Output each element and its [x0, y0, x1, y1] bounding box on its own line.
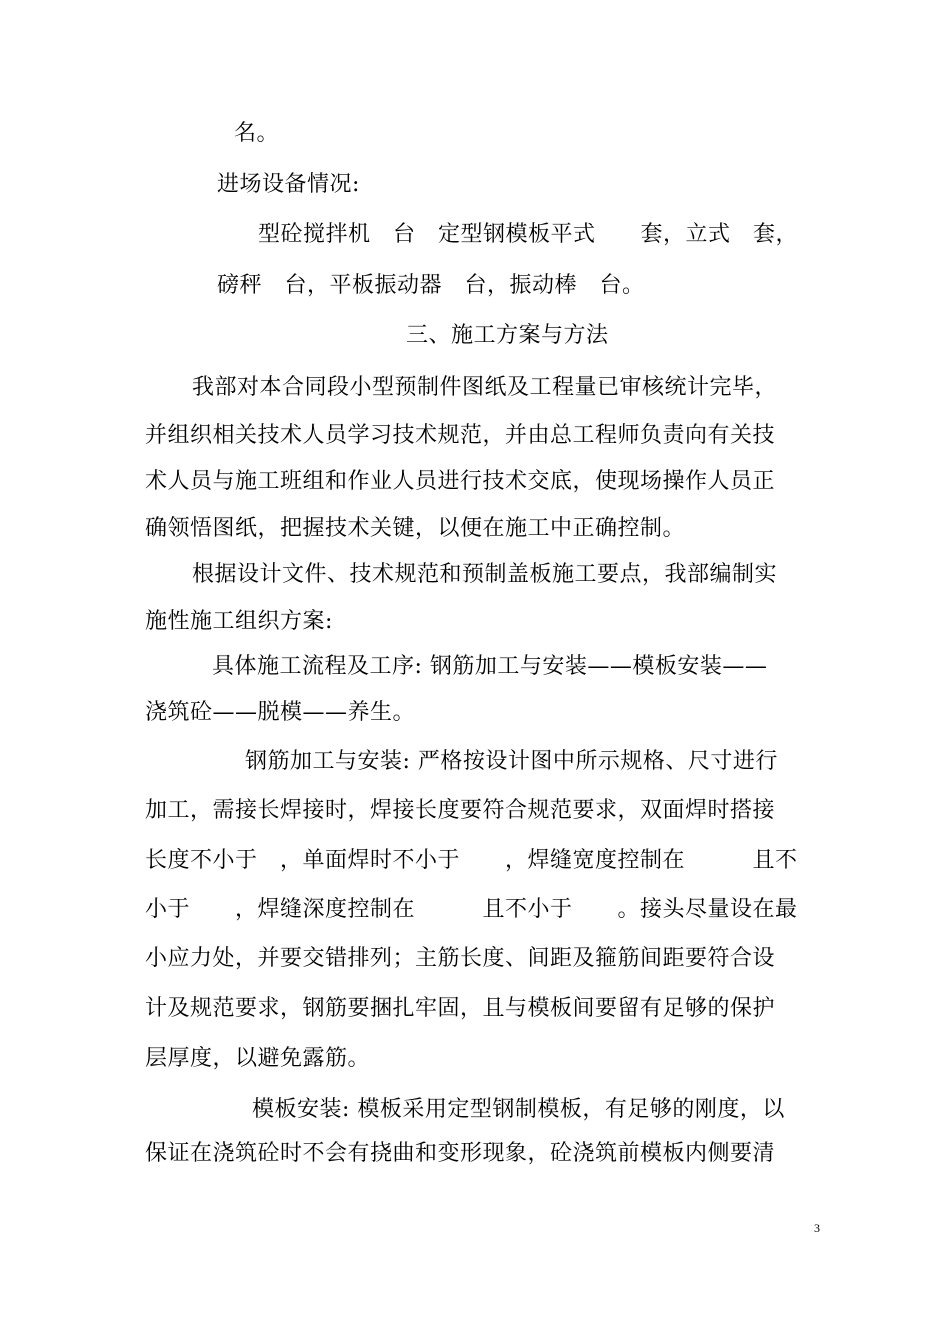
text-line: 保证在浇筑砼时不会有挠曲和变形现象，砼浇筑前模板内侧要清 — [145, 1141, 776, 1166]
text-line: 计及规范要求，钢筋要捆扎牢固，且与模板间要留有足够的保护 — [145, 996, 776, 1021]
text-line: 进场设备情况: — [217, 172, 360, 197]
text-line: 术人员与施工班组和作业人员进行技术交底，使现场操作人员正 — [145, 469, 776, 494]
text-line: 小应力处，并要交错排列；主筋长度、间距及箍筋间距要符合设 — [145, 946, 776, 971]
section-heading: 三、施工方案与方法 — [406, 323, 609, 348]
text-line: 名。 — [234, 121, 280, 146]
text-line: 并组织相关技术人员学习技术规范，并由总工程师负责向有关技 — [145, 423, 776, 448]
text-line: 模板安装: 模板采用定型钢制模板，有足够的刚度，以 — [252, 1097, 785, 1122]
text-line: 根据设计文件、技术规范和预制盖板施工要点，我部编制实 — [192, 562, 778, 587]
text-line: 层厚度，以避免露筋。 — [145, 1046, 371, 1071]
text-line: 长度不小于 ，单面焊时不小于 ，焊缝宽度控制在 且不 — [145, 848, 798, 873]
text-line: 磅秤 台，平板振动器 台，振动棒 台。 — [217, 273, 645, 298]
text-line: 浇筑砼——脱模——养生。 — [145, 700, 416, 725]
text-line: 具体施工流程及工序: 钢筋加工与安装——模板安装—— — [212, 654, 768, 679]
text-line: 施性施工组织方案: — [145, 609, 333, 634]
page-number: 3 — [814, 1221, 820, 1235]
text-line: 小于 ，焊缝深度控制在 且不小于 。接头尽量设在最 — [145, 897, 798, 922]
text-line: 我部对本合同段小型预制件图纸及工程量已审核统计完毕， — [192, 375, 778, 400]
text-line: 钢筋加工与安装: 严格按设计图中所示规格、尺寸进行 — [245, 749, 778, 774]
text-line: 确领悟图纸，把握技术关键，以便在施工中正确控制。 — [145, 516, 686, 541]
text-line: 加工，需接长焊接时，焊接长度要符合规范要求，双面焊时搭接 — [145, 798, 776, 823]
text-line: 型砼搅拌机 台 定型钢模板平式 套，立式 套， — [258, 222, 799, 247]
